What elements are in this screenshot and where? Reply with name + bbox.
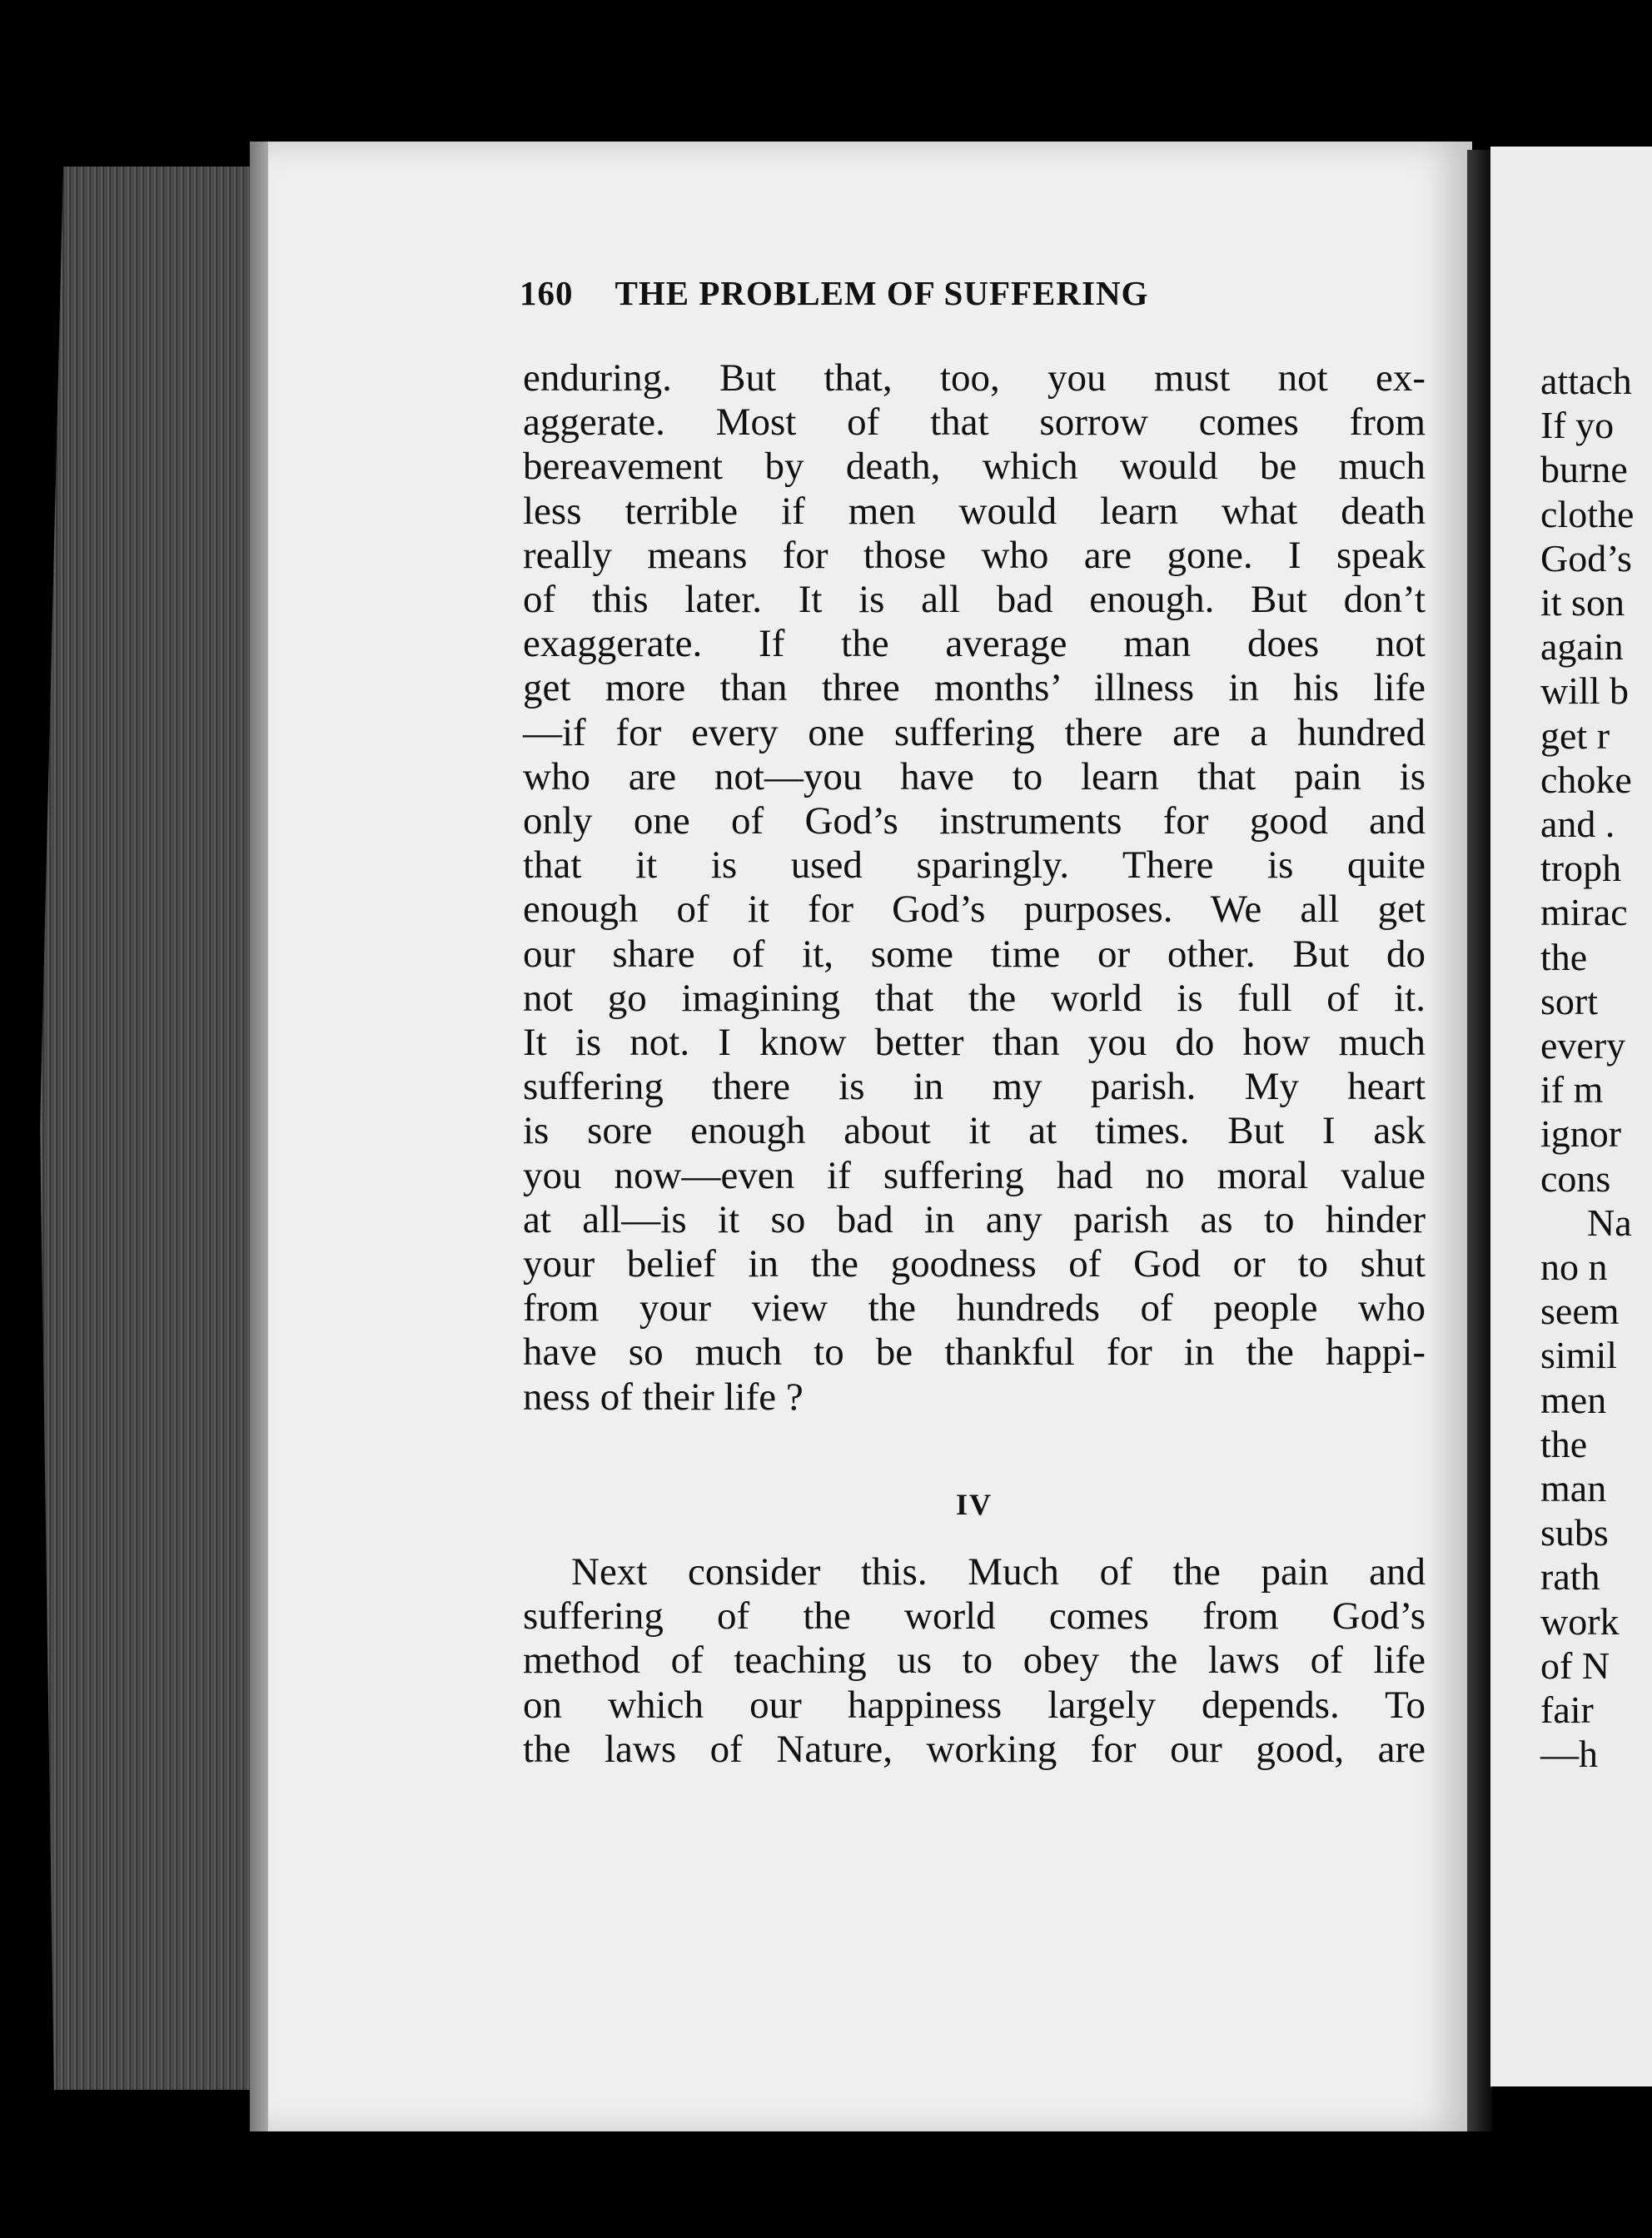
text-line: who are not—you have to learn that pain is [523, 754, 1426, 798]
text-line: our share of it, some time or other. But do [523, 932, 1426, 976]
text-line: Next consider this. Much of the pain and [571, 1550, 1426, 1594]
text-line: from your view the hundreds of people who [523, 1286, 1426, 1330]
facing-line: every [1540, 1024, 1626, 1067]
facing-line: and . [1540, 803, 1615, 846]
facing-line: the [1540, 935, 1588, 978]
facing-line: of N [1540, 1644, 1610, 1687]
text-line: you now—even if suffering had no moral value [523, 1153, 1426, 1197]
text-line: aggerate. Most of that sorrow comes from [523, 400, 1426, 445]
facing-line: attach [1540, 360, 1632, 402]
facing-line: If yo [1540, 404, 1615, 447]
text-line: ness of their life ? [523, 1375, 804, 1419]
text-line: your belief in the goodness of God or to shut [523, 1242, 1426, 1286]
text-line: It is not. I know better than you do how much [523, 1021, 1426, 1065]
page-number: 160 [520, 274, 574, 312]
facing-line: burne [1540, 448, 1628, 491]
book-gutter [1467, 150, 1492, 2131]
text-line: suffering of the world comes from God’s [523, 1594, 1426, 1639]
page-edges [40, 167, 273, 2090]
text-line: have so much to be thankful for in the happi- [523, 1330, 1426, 1375]
facing-line: again [1540, 625, 1624, 669]
facing-line: God’s [1540, 536, 1632, 579]
text-line: —if for every one suffering there are a hundred [523, 710, 1426, 754]
text-line: on which our happiness largely depends. To [523, 1683, 1426, 1727]
facing-line: clothe [1540, 492, 1635, 535]
text-line: that it is used sparingly. There is quite [523, 843, 1426, 888]
facing-line: sort [1540, 979, 1598, 1022]
facing-line: Na [1587, 1201, 1632, 1244]
text-line: enough of it for God’s purposes. We all get [523, 888, 1426, 932]
text-line: only one of God’s instruments for good and [523, 799, 1426, 843]
facing-line: get r [1540, 714, 1610, 757]
text-line: of this later. It is all bad enough. But don’t [523, 578, 1426, 622]
text-line: less terrible if men would learn what death [523, 489, 1426, 533]
running-title: THE PROBLEM OF SUFFERING [615, 274, 1149, 312]
facing-line: it son [1540, 581, 1625, 624]
text-line: bereavement by death, which would be much [523, 445, 1426, 489]
facing-line: seem [1540, 1290, 1620, 1333]
text-line: method of teaching us to obey the laws of life [523, 1639, 1426, 1683]
facing-page-text [1540, 359, 1634, 1777]
facing-line: simil [1540, 1334, 1618, 1377]
facing-line: men [1540, 1378, 1607, 1421]
text-line: enduring. But that, too, you must not ex- [523, 356, 1426, 400]
facing-line: work [1540, 1599, 1620, 1643]
text-line: suffering there is in my parish. My heart [523, 1065, 1426, 1109]
running-header [520, 273, 1426, 313]
text-line: at all—is it so bad in any parish as to hinder [523, 1197, 1426, 1241]
paragraph-1 [523, 356, 1426, 1420]
section-heading: IV [955, 1488, 993, 1521]
facing-line: mirac [1540, 891, 1628, 934]
facing-line: no n [1540, 1246, 1608, 1289]
paragraph-2 [523, 1550, 1426, 1772]
facing-line: if m [1540, 1068, 1604, 1112]
facing-line: —h [1540, 1733, 1598, 1776]
facing-page [1490, 147, 1652, 2086]
facing-line: fair [1540, 1688, 1594, 1732]
facing-line: choke [1540, 758, 1632, 801]
text-line: exaggerate. If the average man does not [523, 622, 1426, 666]
facing-line: cons [1540, 1156, 1611, 1200]
facing-line: the [1540, 1422, 1588, 1465]
facing-line: subs [1540, 1511, 1609, 1554]
text-line: get more than three months’ illness in his life [523, 666, 1426, 710]
facing-line: man [1540, 1467, 1607, 1510]
facing-line: will b [1540, 669, 1630, 713]
facing-line: rath [1540, 1555, 1600, 1599]
facing-line: troph [1540, 847, 1622, 890]
text-line: is sore enough about it at times. But I ask [523, 1109, 1426, 1153]
text-line: the laws of Nature, working for our good, are [523, 1727, 1426, 1771]
text-line: not go imagining that the world is full of it. [523, 976, 1426, 1020]
text-line: really means for those who are gone. I speak [523, 533, 1426, 577]
facing-line: ignor [1540, 1112, 1622, 1156]
